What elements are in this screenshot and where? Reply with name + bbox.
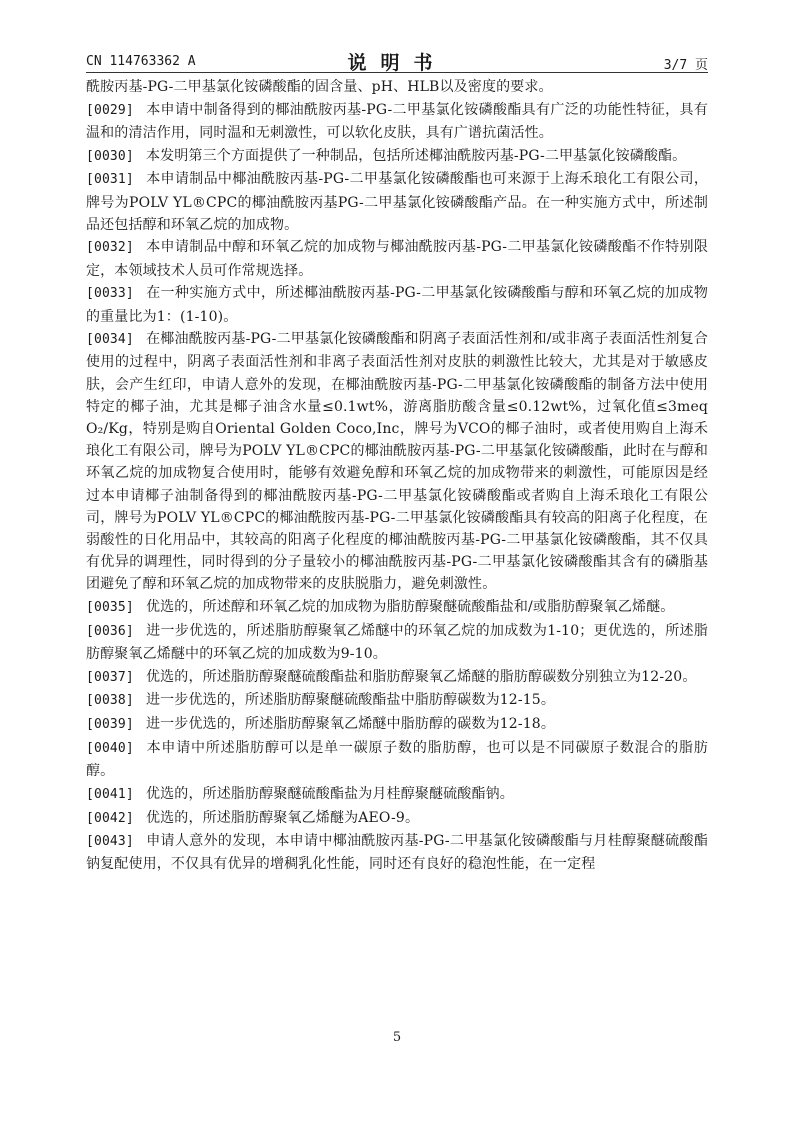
patent-number: CN 114763362 A [86,54,196,69]
paragraph-0040 [86,737,708,782]
paragraph-number: [0035] [86,600,134,616]
paragraph-number: [0040] [86,740,134,756]
paragraph-number: [0043] [86,834,134,850]
paragraph-text: 进一步优选的，所述脂肪醇聚氧乙烯醚中的环氧乙烷的加成数为1-10；更优选的，所述脂肪醇聚氧乙烯醚中的环氧乙烷的加成数为9-10。 [86,622,708,663]
paragraph-number: [0034] [86,332,134,348]
paragraph-text: 本申请制品中醇和环氧乙烷的加成物与椰油酰胺丙基-PG-二甲基氯化铵磷酸酯不作特别限定，本领域技术人员可作常规选择。 [86,239,708,279]
paragraph-continuation [86,76,708,98]
paragraph-text: 本发明第三个方面提供了一种制品，包括所述椰油酰胺丙基-PG-二甲基氯化铵磷酸酯。 [146,147,687,164]
paragraph-text: 酰胺丙基-PG-二甲基氯化铵磷酸酯的固含量、pH、HLB以及密度的要求。 [86,79,553,95]
paragraph-number: [0042] [86,810,134,826]
document-body [86,76,708,876]
paragraph-0036 [86,620,708,665]
paragraph-0042 [86,807,708,830]
header-divider [86,72,708,73]
paragraph-0038 [86,689,708,712]
paragraph-0034 [86,328,708,595]
paragraph-number: [0030] [86,148,134,164]
paragraph-text: 在椰油酰胺丙基-PG-二甲基氯化铵磷酸酯和阴离子表面活性剂和/或非离子表面活性剂复合使用的过程中，阴离子表面活性剂和非离子表面活性剂对皮肤的刺激性比较大，尤其是对于敏感皮肤，会产生红印，申请人意外的发现，在椰油酰胺丙基-PG-二甲基氯化铵磷酸酯的制备方法中使用特定的椰子油，尤其是椰子油含水量≤0.1wt%，游离脂肪酸含量≤0.12wt%，过氧化值≤3meq O₂/Kg，特别是购自Oriental Golden Coco,Inc，牌号为VCO的椰子油时，或者使用购自上海禾琅化工有限公司，牌号为POLV YL®CPC的椰油酰胺丙基-PG-二甲基氯化铵磷酸酯，此时在与醇和环氧乙烷的加成物复合使用时，能够有效避免醇和环氧乙烷的加成物带来的刺激性，可能原因是经过本申请椰子油制备得到的椰油酰胺丙基-PG-二甲基氯化铵磷酸酯或者购自上海禾琅化工有限公司，牌号为POLV YL®CPC的椰油酰胺丙基-PG-二甲基氯化铵磷酸酯具有较高的阳离子化程度，在弱酸性的日化用品中，其较高的阳离子化程度的椰油酰胺丙基-PG-二甲基氯化铵磷酸酯，其不仅具有优异的调理性，同时得到的分子量较小的椰油酰胺丙基-PG-二甲基氯化铵磷酸酯其含有的磷脂基团避免了醇和环氧乙烷的加成物带来的皮肤脱脂力，避免刺激性。 [86,331,708,593]
paragraph-0031 [86,168,708,236]
paragraph-number: [0031] [86,172,134,188]
paragraph-text: 进一步优选的，所述脂肪醇聚醚硫酸酯盐中脂肪醇碳数为12-15。 [146,692,556,709]
paragraph-text: 本申请中所述脂肪醇可以是单一碳原子数的脂肪醇，也可以是不同碳原子数混合的脂肪醇。 [86,739,708,780]
paragraph-0041 [86,783,708,806]
paragraph-number: [0038] [86,693,134,709]
page-number: 5 [392,1030,402,1045]
paragraph-text: 优选的，所述脂肪醇聚醚硫酸酯盐为月桂醇聚醚硫酸酯钠。 [146,785,514,802]
paragraph-number: [0039] [86,717,134,733]
paragraph-number: [0029] [86,102,134,118]
paragraph-number: [0033] [86,286,134,302]
paragraph-number: [0032] [86,240,134,256]
paragraph-0030 [86,145,708,168]
paragraph-text: 优选的，所述醇和环氧乙烷的加成物为脂肪醇聚醚硫酸酯盐和/或脂肪醇聚氧乙烯醚。 [146,599,675,616]
paragraph-number: [0036] [86,623,134,639]
page-indicator: 3/7 页 [663,58,708,73]
paragraph-text: 本申请制品中椰油酰胺丙基-PG-二甲基氯化铵磷酸酯也可来源于上海禾琅化工有限公司，牌号为POLV YL®CPC的椰油酰胺丙基PG-二甲基氯化铵磷酸酯产品。在一种实施方式中，所述制品还包括醇和环氧乙烷的加成物。 [86,171,708,233]
paragraph-number: [0037] [86,669,134,685]
paragraph-0039 [86,713,708,736]
document-title: 说明书 [347,52,447,74]
paragraph-0032 [86,236,708,281]
paragraph-0033 [86,282,708,327]
paragraph-text: 优选的，所述脂肪醇聚氧乙烯醚为AEO-9。 [146,809,420,826]
page-header [86,48,708,72]
paragraph-0035 [86,596,708,619]
paragraph-0029 [86,99,708,144]
paragraph-text: 本申请中制备得到的椰油酰胺丙基-PG-二甲基氯化铵磷酸酯具有广泛的功能性特征，具有温和的清洁作用，同时温和无刺激性，可以软化皮肤，具有广谱抗菌活性。 [86,101,708,141]
paragraph-0043 [86,830,708,875]
paragraph-text: 申请人意外的发现，本申请中椰油酰胺丙基-PG-二甲基氯化铵磷酸酯与月桂醇聚醚硫酸酯钠复配使用，不仅具有优异的增稠乳化性能，同时还有良好的稳泡性能，在一定程 [86,833,708,873]
paragraph-text: 进一步优选的，所述脂肪醇聚氧乙烯醚中脂肪醇的碳数为12-18。 [146,716,556,733]
paragraph-text: 在一种实施方式中，所述椰油酰胺丙基-PG-二甲基氯化铵磷酸酯与醇和环氧乙烷的加成物的重量比为1：(1-10)。 [86,285,708,325]
paragraph-number: [0041] [86,786,134,802]
paragraph-0037 [86,666,708,689]
paragraph-text: 优选的，所述脂肪醇聚醚硫酸酯盐和脂肪醇聚氧乙烯醚的脂肪醇碳数分别独立为12-20。 [146,668,697,685]
